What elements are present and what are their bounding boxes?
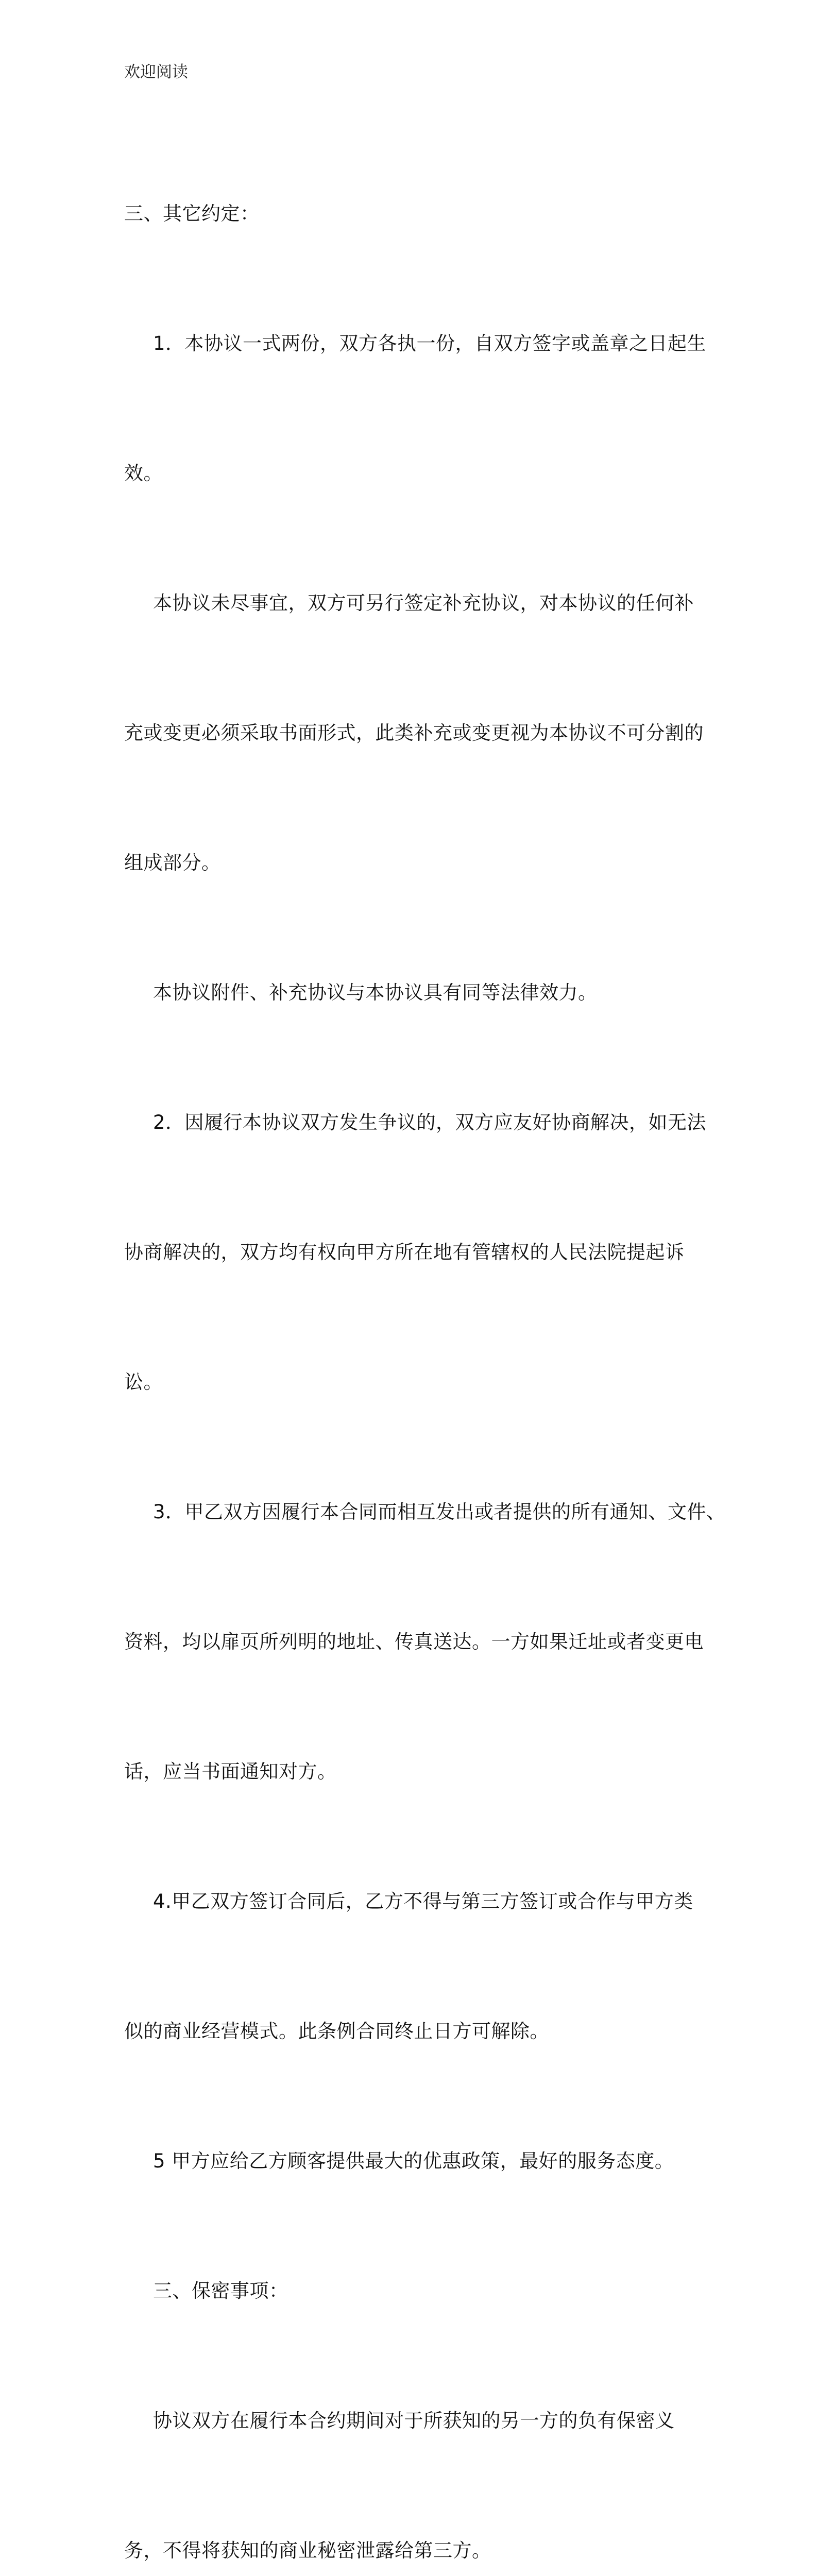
text-line: 充或变更必须采取书面形式，此类补充或变更视为本协议不可分割的	[124, 722, 704, 744]
text-line: 3．甲乙双方因履行本合同而相互发出或者提供的所有通知、文件、	[153, 1501, 726, 1523]
text-line: 5 甲方应给乙方顾客提供最大的优惠政策，最好的服务态度。	[153, 2150, 674, 2172]
text-line: 三、保密事项：	[153, 2280, 288, 2302]
text-line: 务，不得将获知的商业秘密泄露给第三方。	[124, 2539, 491, 2562]
text-line: 三、其它约定：	[124, 202, 260, 225]
document-body	[124, 106, 726, 2576]
text-line: 本协议未尽事宜，双方可另行签定补充协议，对本协议的任何补	[153, 592, 694, 614]
page-header: 欢迎阅读	[124, 63, 188, 81]
text-line: 话，应当书面通知对方。	[124, 1760, 337, 1783]
body-text	[124, 106, 726, 2576]
text-line: 2．因履行本协议双方发生争议的，双方应友好协商解决，如无法	[153, 1111, 707, 1133]
text-line: 效。	[124, 462, 163, 484]
text-line: 4.甲乙双方签订合同后，乙方不得与第三方签订或合作与甲方类	[153, 1890, 693, 1912]
text-line: 资料，均以扉页所列明的地址、传真送达。一方如果迁址或者变更电	[124, 1631, 704, 1653]
text-line: 协商解决的，双方均有权向甲方所在地有管辖权的人民法院提起诉	[124, 1241, 685, 1263]
text-line: 组成部分。	[124, 852, 221, 874]
text-line: 1．本协议一式两份，双方各执一份，自双方签字或盖章之日起生	[153, 332, 707, 354]
text-line: 似的商业经营模式。此条例合同终止日方可解除。	[124, 2020, 549, 2042]
text-line: 协议双方在履行本合约期间对于所获知的另一方的负有保密义	[153, 2410, 675, 2432]
text-line: 讼。	[124, 1371, 163, 1393]
text-line: 本协议附件、补充协议与本协议具有同等法律效力。	[153, 981, 598, 1004]
